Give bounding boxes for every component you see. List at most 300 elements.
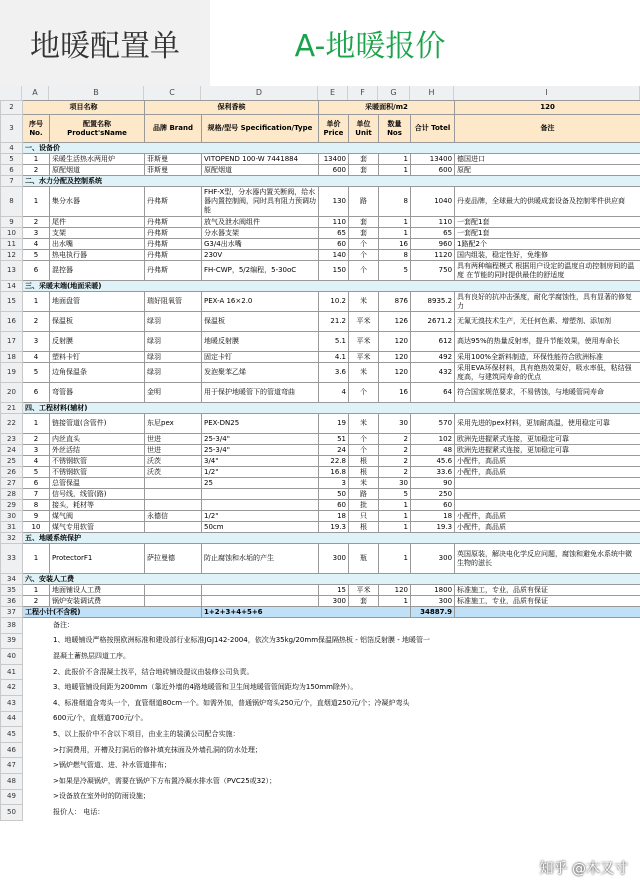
item-qty: 2 [379, 445, 411, 456]
table-row [1, 352, 640, 363]
item-qty: 1 [379, 228, 411, 239]
item-unit: 米 [349, 363, 379, 383]
table-row [1, 250, 640, 261]
item-remark: 欧洲先进握紧式连接，更加稳定可靠 [455, 445, 640, 456]
item-price: 19.3 [319, 522, 349, 533]
item-total: 48 [411, 445, 455, 456]
col-header-spec: 规格/型号 Specification/Type [202, 115, 319, 143]
item-qty: 120 [379, 352, 411, 363]
item-name: 锅炉安装调试费 [50, 596, 145, 607]
table-row [1, 261, 640, 281]
row-number: 16 [1, 312, 23, 332]
row-number: 34 [1, 574, 23, 585]
item-spec: 25-3/4" [202, 434, 319, 445]
table-row [1, 187, 640, 217]
item-spec: FH-CWP，5/2编程，5-30oC [202, 261, 319, 281]
item-spec: 3/4" [202, 456, 319, 467]
item-spec: 1/2" [202, 511, 319, 522]
item-price: 22.8 [319, 456, 349, 467]
item-remark: 小配件，高品质 [455, 456, 640, 467]
item-price: 24 [319, 445, 349, 456]
item-unit: 个 [349, 250, 379, 261]
row-number: 31 [1, 522, 23, 533]
row-number: 5 [1, 154, 23, 165]
corner-cell[interactable] [0, 86, 22, 100]
item-total: 65 [411, 228, 455, 239]
item-remark: 丹麦品牌，全球最大的供暖成套设备及控制零件供应商 [455, 187, 640, 217]
table-row [1, 239, 640, 250]
row-number: 49 [1, 789, 23, 805]
item-brand: 绿羽 [145, 312, 202, 332]
item-brand [145, 585, 202, 596]
row-number: 19 [1, 363, 23, 383]
item-qty: 1 [379, 522, 411, 533]
item-name: 外丝活结 [50, 445, 145, 456]
item-name: 尾件 [50, 217, 145, 228]
item-spec: VITOPEND 100-W 7441884 [202, 154, 319, 165]
item-brand: 丹弗斯 [145, 250, 202, 261]
item-unit: 个 [349, 261, 379, 281]
item-total: 13400 [411, 154, 455, 165]
item-spec: 50cm [202, 522, 319, 533]
item-brand: 绿羽 [145, 363, 202, 383]
item-brand: 东尼pex [145, 414, 202, 434]
section-row [1, 176, 640, 187]
item-price: 4 [319, 383, 349, 403]
item-no: 1 [23, 292, 50, 312]
total-amount: 34887.9 [411, 607, 455, 618]
item-brand: 绿羽 [145, 352, 202, 363]
section-title: 六、安装人工费 [23, 574, 640, 585]
item-qty: 5 [379, 261, 411, 281]
item-name: 地面盘管 [50, 292, 145, 312]
item-name: 混控器 [50, 261, 145, 281]
item-qty: 30 [379, 414, 411, 434]
item-total: 1800 [411, 585, 455, 596]
column-header[interactable]: H [410, 86, 454, 100]
item-remark: 欧洲先进握紧式连接，更加稳定可靠 [455, 434, 640, 445]
item-unit: 个 [349, 239, 379, 250]
item-unit: 批 [349, 500, 379, 511]
item-total: 612 [411, 332, 455, 352]
table-row [1, 596, 640, 607]
row-number: 45 [1, 727, 23, 743]
note-row [1, 664, 640, 680]
column-header[interactable]: D [201, 86, 318, 100]
item-spec: PEX-DN25 [202, 414, 319, 434]
note-text: >锅炉燃气管道、进、补水管道排布； [53, 761, 171, 770]
total-formula: 1+2+3+4+5+6 [202, 607, 411, 618]
row-number: 12 [1, 250, 23, 261]
column-header[interactable]: C [144, 86, 201, 100]
row-number: 39 [1, 633, 23, 649]
item-price: 5.1 [319, 332, 349, 352]
row-number: 35 [1, 585, 23, 596]
table-row [1, 332, 640, 352]
item-unit: 路 [349, 187, 379, 217]
row-number: 2 [1, 101, 23, 115]
item-total: 64 [411, 383, 455, 403]
item-qty: 1 [379, 500, 411, 511]
note-row [1, 789, 640, 805]
item-unit: 根 [349, 467, 379, 478]
item-brand [145, 522, 202, 533]
item-unit: 套 [349, 217, 379, 228]
col-header-no: 序号 No. [23, 115, 50, 143]
item-brand: 丹弗斯 [145, 239, 202, 250]
item-price: 10.2 [319, 292, 349, 312]
item-total: 250 [411, 489, 455, 500]
item-brand: 丹弗斯 [145, 187, 202, 217]
item-brand: 丹弗斯 [145, 228, 202, 239]
item-price: 65 [319, 228, 349, 239]
note-row [1, 773, 640, 789]
item-total: 750 [411, 261, 455, 281]
item-no: 4 [23, 456, 50, 467]
item-no: 3 [23, 445, 50, 456]
item-spec: PEX-A 16×2.0 [202, 292, 319, 312]
item-unit: 个 [349, 445, 379, 456]
item-no: 1 [23, 414, 50, 434]
section-title: 五、地暖系统保护 [23, 533, 640, 544]
table-row [1, 585, 640, 596]
item-name: ProtectorF1 [50, 544, 145, 574]
item-no: 2 [23, 217, 50, 228]
area-value: 120 [455, 101, 640, 115]
note-text: 报价人： 电话： [53, 807, 105, 816]
note-text: >如果是冷凝锅炉，需要在锅炉下方布置冷凝水排水管（PVC25或32）； [53, 776, 277, 785]
item-remark: 一套配1套 [455, 217, 640, 228]
item-total: 600 [411, 165, 455, 176]
note-text: >打洞费用，开槽及打洞后的修补填充抹面及外墙孔洞的防水处理； [53, 745, 262, 754]
table-row [1, 165, 640, 176]
item-remark: 小配件，高品质 [455, 467, 640, 478]
item-qty: 1 [379, 217, 411, 228]
table-row [1, 489, 640, 500]
section-row [1, 574, 640, 585]
item-name: 内丝直头 [50, 434, 145, 445]
item-total: 60 [411, 500, 455, 511]
item-unit: 根 [349, 522, 379, 533]
project-name: 保利香槟 [145, 101, 319, 115]
item-total: 1120 [411, 250, 455, 261]
col-header-unit: 单位 Unit [349, 115, 379, 143]
item-brand: 菲斯曼 [145, 165, 202, 176]
section-row [1, 403, 640, 414]
item-qty: 120 [379, 332, 411, 352]
item-no: 6 [23, 261, 50, 281]
row-number: 30 [1, 511, 23, 522]
item-spec: FHF-X型，分水器内置关断阀，给水器内置控制阀，同时具有阻力预调功能 [202, 187, 319, 217]
row-number: 24 [1, 445, 23, 456]
item-price: 60 [319, 239, 349, 250]
item-remark: 无氟无溴技术生产，无任何色素、增塑剂、添加剂 [455, 312, 640, 332]
item-name: 出水嘴 [50, 239, 145, 250]
item-price: 300 [319, 596, 349, 607]
item-unit: 米 [349, 478, 379, 489]
item-qty: 1 [379, 511, 411, 522]
item-total: 300 [411, 544, 455, 574]
col-header-brand: 品牌 Brand [145, 115, 202, 143]
col-header-name: 配置名称 Product'sName [50, 115, 145, 143]
item-spec: 发泡聚苯乙烯 [202, 363, 319, 383]
row-number: 40 [1, 649, 23, 665]
row-number: 4 [1, 143, 23, 154]
item-no: 4 [23, 239, 50, 250]
item-total: 110 [411, 217, 455, 228]
row-number: 6 [1, 165, 23, 176]
item-no: 2 [23, 165, 50, 176]
item-name: 塑料卡钉 [50, 352, 145, 363]
item-name: 原配烟道 [50, 165, 145, 176]
item-brand: 世进 [145, 434, 202, 445]
item-remark [455, 478, 640, 489]
item-name: 热电执行器 [50, 250, 145, 261]
quote-table [0, 100, 640, 821]
column-header[interactable]: E [318, 86, 348, 100]
item-no: 1 [23, 187, 50, 217]
item-spec: 保温板 [202, 312, 319, 332]
item-no: 8 [23, 500, 50, 511]
table-row [1, 522, 640, 533]
table-row [1, 500, 640, 511]
item-no: 3 [23, 332, 50, 352]
item-qty: 126 [379, 312, 411, 332]
spreadsheet[interactable] [0, 86, 640, 892]
note-text: 1、地暖铺设严格按照欧洲标准和建设部行业标准JGJ142-2004，依次为35kg/20mm保温隔热板 - 铝箔反射膜 - 地暖管一 [53, 636, 430, 645]
column-header[interactable]: G [378, 86, 410, 100]
item-spec: 防止腐蚀和水垢的产生 [202, 544, 319, 574]
item-no: 2 [23, 596, 50, 607]
item-unit: 套 [349, 228, 379, 239]
item-unit: 套 [349, 154, 379, 165]
item-remark: 具有良好的抗冲击强度，耐化学腐蚀性，具有显著的修复力 [455, 292, 640, 312]
item-qty: 8 [379, 187, 411, 217]
note-text: 混凝土蓄热层四道工序。 [53, 651, 130, 660]
item-total: 8935.2 [411, 292, 455, 312]
column-header[interactable]: I [454, 86, 640, 100]
item-price: 4.1 [319, 352, 349, 363]
item-spec [202, 500, 319, 511]
item-remark: 原配 [455, 165, 640, 176]
item-spec: 230V [202, 250, 319, 261]
item-price: 110 [319, 217, 349, 228]
item-qty: 2 [379, 434, 411, 445]
item-no: 5 [23, 250, 50, 261]
row-number: 13 [1, 261, 23, 281]
item-qty: 5 [379, 489, 411, 500]
item-no: 1 [23, 585, 50, 596]
item-name: 煤气阀 [50, 511, 145, 522]
note-row [1, 758, 640, 774]
item-remark [455, 500, 640, 511]
item-no: 4 [23, 352, 50, 363]
col-header-price: 单价 Price [319, 115, 349, 143]
item-total: 18 [411, 511, 455, 522]
section-row [1, 533, 640, 544]
item-brand: 丹弗斯 [145, 261, 202, 281]
table-row [1, 445, 640, 456]
note-row [1, 649, 640, 665]
item-price: 50 [319, 489, 349, 500]
note-row [1, 742, 640, 758]
item-unit: 根 [349, 456, 379, 467]
note-text: 5、以上报价中不含以下项目，由业主的装潢公司配合实施： [53, 729, 240, 738]
row-number: 23 [1, 434, 23, 445]
row-number: 14 [1, 281, 23, 292]
item-unit: 瓶 [349, 544, 379, 574]
row-number: 7 [1, 176, 23, 187]
item-remark: 国内组装，稳定性好，免维修 [455, 250, 640, 261]
item-brand: 沃茨 [145, 456, 202, 467]
item-brand: 丹弗斯 [145, 217, 202, 228]
table-row [1, 544, 640, 574]
item-brand: 金明 [145, 383, 202, 403]
item-unit: 个 [349, 434, 379, 445]
item-remark: 具有两种编程模式 根据用户设定的温度自动控制房间的温度 在节能的同时提供最佳的舒适度 [455, 261, 640, 281]
col-header-remark: 备注 [455, 115, 640, 143]
item-no: 5 [23, 467, 50, 478]
item-qty: 2 [379, 456, 411, 467]
item-price: 140 [319, 250, 349, 261]
item-spec: 原配烟道 [202, 165, 319, 176]
note-row [1, 727, 640, 743]
column-header[interactable]: A [22, 86, 49, 100]
item-remark: 小配件，高品质 [455, 522, 640, 533]
watermark: 知乎 @木又寸 [539, 861, 628, 877]
item-name: 边角保温条 [50, 363, 145, 383]
item-no: 6 [23, 478, 50, 489]
item-total: 102 [411, 434, 455, 445]
project-label: 项目名称 [23, 101, 145, 115]
row-number: 33 [1, 544, 23, 574]
row-number: 37 [1, 607, 23, 618]
note-text: 3、地暖管铺设间距为200mm（靠近外墙的4路地暖管和卫生间地暖管管间距均为150mm除外）。 [53, 683, 358, 692]
item-no: 2 [23, 312, 50, 332]
tab-bar [0, 0, 640, 86]
row-number: 21 [1, 403, 23, 414]
row-number: 41 [1, 664, 23, 680]
item-remark: 高达95%的热量反射率，提升节能效果，使用寿命长 [455, 332, 640, 352]
item-name: 不锈钢软管 [50, 456, 145, 467]
item-remark: 采用EVA环保材料，具有绝热效果好，吸水率低，粘结强度高，与建筑同寿命的优点 [455, 363, 640, 383]
total-remark [455, 607, 640, 618]
item-remark: 小配件，高品质 [455, 511, 640, 522]
item-price: 300 [319, 544, 349, 574]
row-number: 8 [1, 187, 23, 217]
tab-config-list[interactable]: 地暖配置单 [0, 0, 210, 86]
item-spec: 25-3/4" [202, 445, 319, 456]
item-unit: 平米 [349, 332, 379, 352]
item-spec: 分水器支架 [202, 228, 319, 239]
total-label: 工程小计(不含税) [23, 607, 202, 618]
column-header[interactable]: B [49, 86, 144, 100]
item-qty: 876 [379, 292, 411, 312]
row-number: 20 [1, 383, 23, 403]
note-row [1, 633, 640, 649]
item-price: 3.6 [319, 363, 349, 383]
item-name: 采暖生活热水两用炉 [50, 154, 145, 165]
table-row [1, 467, 640, 478]
item-price: 19 [319, 414, 349, 434]
item-price: 15 [319, 585, 349, 596]
item-total: 492 [411, 352, 455, 363]
item-name: 保温板 [50, 312, 145, 332]
row-number: 38 [1, 618, 23, 634]
row-number: 27 [1, 478, 23, 489]
item-qty: 1 [379, 154, 411, 165]
table-row [1, 478, 640, 489]
table-row [1, 456, 640, 467]
row-number: 36 [1, 596, 23, 607]
row-number: 10 [1, 228, 23, 239]
note-row [1, 618, 640, 634]
row-number: 42 [1, 680, 23, 696]
note-row [1, 680, 640, 696]
item-no: 1 [23, 544, 50, 574]
item-spec [202, 596, 319, 607]
header-row [1, 115, 640, 143]
item-name: 集分水器 [50, 187, 145, 217]
item-unit: 平米 [349, 352, 379, 363]
item-remark: 一套配1套 [455, 228, 640, 239]
row-number: 43 [1, 695, 23, 711]
item-remark: 标准施工，专业，品质有保证 [455, 596, 640, 607]
tab-quote[interactable] [210, 0, 640, 86]
item-total: 45.6 [411, 456, 455, 467]
table-row [1, 511, 640, 522]
item-price: 51 [319, 434, 349, 445]
item-price: 600 [319, 165, 349, 176]
item-remark: 标准施工，专业，品质有保证 [455, 585, 640, 596]
column-header-bar [0, 86, 640, 101]
item-price: 18 [319, 511, 349, 522]
table-row [1, 312, 640, 332]
item-total: 1040 [411, 187, 455, 217]
item-spec [202, 489, 319, 500]
col-header-total: 合计 Totel [411, 115, 455, 143]
item-price: 16.8 [319, 467, 349, 478]
item-no: 5 [23, 363, 50, 383]
section-title: 三、采暖末端(地面采暖) [23, 281, 640, 292]
item-brand: 瑞好阻氧管 [145, 292, 202, 312]
item-unit: 平米 [349, 312, 379, 332]
item-spec: 1/2" [202, 467, 319, 478]
note-text: 备注： [53, 621, 74, 630]
total-row [1, 607, 640, 618]
item-total: 960 [411, 239, 455, 250]
item-price: 3 [319, 478, 349, 489]
item-unit: 只 [349, 511, 379, 522]
item-unit: 米 [349, 292, 379, 312]
column-header[interactable]: F [348, 86, 378, 100]
item-unit: 米 [349, 414, 379, 434]
item-total: 33.6 [411, 467, 455, 478]
item-name: 弯管器 [50, 383, 145, 403]
note-row [1, 711, 640, 727]
item-qty: 1 [379, 596, 411, 607]
item-qty: 120 [379, 585, 411, 596]
item-brand [145, 489, 202, 500]
item-total: 432 [411, 363, 455, 383]
item-spec: 放气及泄水阀组件 [202, 217, 319, 228]
section-row [1, 143, 640, 154]
item-brand [145, 478, 202, 489]
row-number: 26 [1, 467, 23, 478]
note-row [1, 695, 640, 711]
item-price: 60 [319, 500, 349, 511]
row-number: 17 [1, 332, 23, 352]
